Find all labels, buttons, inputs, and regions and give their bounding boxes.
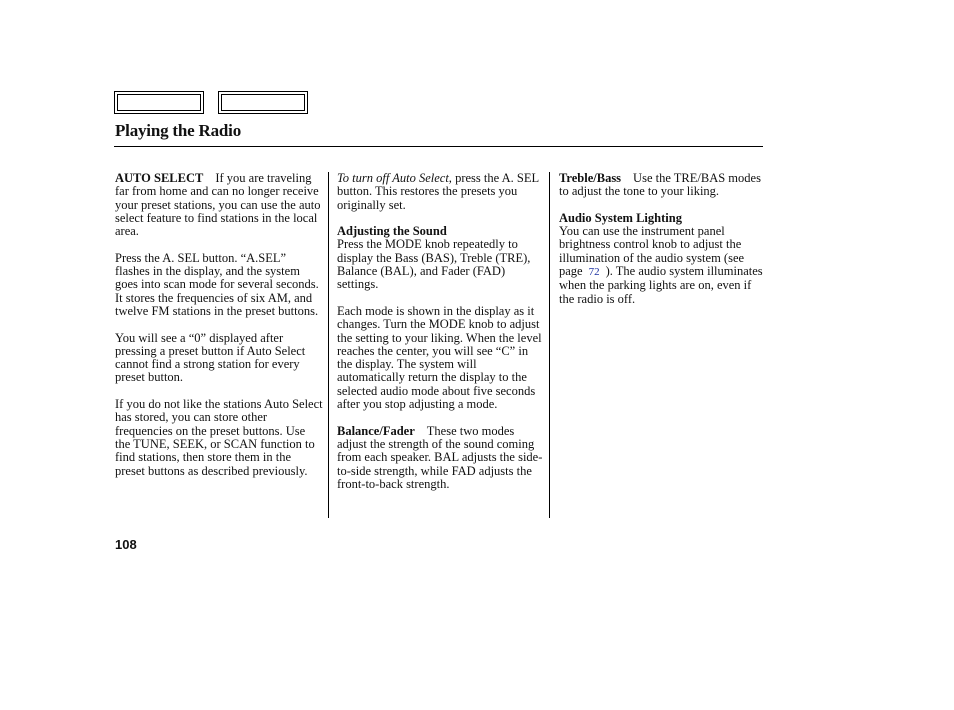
turn-off-auto-select-paragraph bbox=[337, 172, 545, 212]
balance-fader-paragraph bbox=[337, 425, 545, 491]
auto-select-heading: AUTO SELECT bbox=[115, 171, 204, 185]
auto-select-paragraph bbox=[115, 172, 323, 238]
nav-tab-box-2[interactable] bbox=[218, 91, 308, 114]
audio-lighting-text-after: ). The audio system illuminates when the parking lights are on, even if the radio is off. bbox=[559, 264, 763, 306]
nav-tab-inner-frame-2 bbox=[221, 94, 305, 111]
page-number: 108 bbox=[115, 537, 137, 552]
page-72-link[interactable]: 72 bbox=[588, 266, 600, 279]
column-adjusting-sound bbox=[337, 172, 545, 504]
page-title: Playing the Radio bbox=[115, 121, 242, 140]
treble-bass-text: Use the TRE/BAS modes to adjust the tone to your liking. bbox=[559, 171, 761, 199]
adjusting-sound-text: Press the MODE knob repeatedly to display the Bass (BAS), Treble (TRE), Balance (BAL), and Fader (FAD) settings. bbox=[337, 237, 531, 292]
column-treble-bass bbox=[559, 172, 764, 319]
turn-off-auto-select-lead: To turn off Auto Select, bbox=[337, 171, 452, 185]
column-auto-select bbox=[115, 172, 323, 491]
column-divider-1 bbox=[328, 172, 329, 518]
audio-lighting-section bbox=[559, 212, 764, 306]
treble-bass-heading: Treble/Bass bbox=[559, 171, 622, 185]
press-asel-paragraph: Press the A. SEL button. “A.SEL” flashes in the display, and the system goes into scan mode for several seconds. It stores the frequencies of six AM, and twelve FM stations in the preset buttons. bbox=[115, 250, 319, 318]
column-divider-2 bbox=[549, 172, 550, 518]
adjusting-sound-heading: Adjusting the Sound bbox=[337, 224, 447, 239]
nav-tab-box-1[interactable] bbox=[114, 91, 204, 114]
adjusting-sound-section bbox=[337, 225, 545, 291]
audio-lighting-heading: Audio System Lighting bbox=[559, 210, 682, 225]
auto-select-text: If you are traveling far from home and can no longer receive your preset stations, you can use the auto select feature to find stations in the local area. bbox=[115, 171, 321, 239]
treble-bass-paragraph bbox=[559, 172, 764, 199]
title-divider bbox=[114, 146, 763, 147]
balance-fader-heading: Balance/Fader bbox=[337, 423, 415, 438]
turn-off-auto-select-text: press the A. SEL button. This restores the presets you originally set. bbox=[337, 171, 539, 212]
zero-displayed-paragraph: You will see a “0” displayed after pressing a preset button if Auto Select cannot find a strong station for every preset button. bbox=[115, 330, 306, 385]
store-other-frequencies-paragraph: If you do not like the stations Auto Select has stored, you can store other frequencies on the preset buttons. Use the TUNE, SEEK, or SCAN function to find stations, then store them in the preset buttons as described previously. bbox=[115, 397, 323, 478]
audio-lighting-text-before: You can use the instrument panel brightness control knob to adjust the illumination of the audio system (see page bbox=[559, 224, 745, 279]
mode-display-paragraph: Each mode is shown in the display as it changes. Turn the MODE knob to adjust the setting to your liking. When the level reaches the center, you will see “C” in the display. The system will automatically return the display to the selected audio mode about five seconds after you stop adjusting a mode. bbox=[337, 303, 542, 412]
nav-tab-inner-frame-1 bbox=[117, 94, 201, 111]
balance-fader-text: These two modes adjust the strength of the sound coming from each speaker. BAL adjusts the side-to-side strength, while FAD adjusts the front-to-back strength. bbox=[337, 423, 543, 491]
